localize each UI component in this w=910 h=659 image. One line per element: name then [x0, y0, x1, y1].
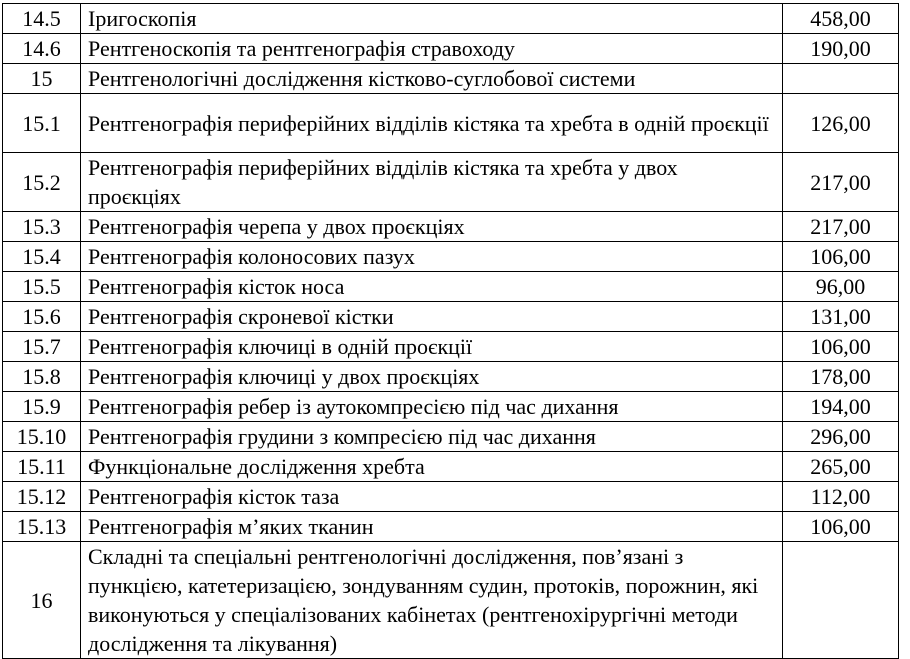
table-row — [3, 332, 899, 362]
item-number: 16 — [3, 542, 81, 659]
service-name: Рентгенографія периферійних відділів кістяка та хребта в одній проєкції — [81, 94, 783, 153]
table-row — [3, 242, 899, 272]
service-price: 217,00 — [783, 153, 899, 212]
table-row — [3, 64, 899, 94]
service-price: 458,00 — [783, 4, 899, 34]
service-price — [783, 542, 899, 659]
service-price: 106,00 — [783, 512, 899, 542]
service-name: Рентгенографія м’яких тканин — [81, 512, 783, 542]
service-price: 96,00 — [783, 272, 899, 302]
table-row — [3, 482, 899, 512]
table-row — [3, 272, 899, 302]
service-price: 296,00 — [783, 422, 899, 452]
service-price: 106,00 — [783, 332, 899, 362]
table-row — [3, 212, 899, 242]
service-price: 178,00 — [783, 362, 899, 392]
service-price: 112,00 — [783, 482, 899, 512]
table-row — [3, 392, 899, 422]
item-number: 15.8 — [3, 362, 81, 392]
service-name: Рентгенографія грудини з компресією під час дихання — [81, 422, 783, 452]
table-row — [3, 362, 899, 392]
service-price: 106,00 — [783, 242, 899, 272]
service-name: Рентгенографія черепа у двох проєкціях — [81, 212, 783, 242]
service-price — [783, 64, 899, 94]
table-row — [3, 452, 899, 482]
item-number: 15.3 — [3, 212, 81, 242]
item-number: 15.4 — [3, 242, 81, 272]
item-number: 14.5 — [3, 4, 81, 34]
table-row — [3, 542, 899, 659]
service-name: Рентгенологічні дослідження кістково-суглобової системи — [81, 64, 783, 94]
item-number: 15.5 — [3, 272, 81, 302]
table-row — [3, 94, 899, 153]
price-table — [2, 3, 899, 659]
service-price: 190,00 — [783, 34, 899, 64]
table-row — [3, 302, 899, 332]
service-name: Складні та спеціальні рентгенологічні дослідження, пов’язані з пункцією, катетеризацією, зондуванням судин, протоків, порожнин, які виконуються у спеціалізованих кабінетах (рентгенохірургічні методи дослідження та лікування) — [81, 542, 783, 659]
service-name: Рентгенографія периферійних відділів кістяка та хребта у двох проєкціях — [81, 153, 783, 212]
item-number: 15.6 — [3, 302, 81, 332]
service-name: Рентгенографія кісток носа — [81, 272, 783, 302]
service-price: 265,00 — [783, 452, 899, 482]
item-number: 14.6 — [3, 34, 81, 64]
service-name: Рентгенографія ключиці в одній проєкції — [81, 332, 783, 362]
service-name: Рентгенографія ключиці у двох проєкціях — [81, 362, 783, 392]
service-name: Рентгенографія кісток таза — [81, 482, 783, 512]
item-number: 15.12 — [3, 482, 81, 512]
table-row — [3, 512, 899, 542]
item-number: 15.7 — [3, 332, 81, 362]
service-price: 131,00 — [783, 302, 899, 332]
service-name: Іригоскопія — [81, 4, 783, 34]
item-number: 15.9 — [3, 392, 81, 422]
service-name: Рентгенографія ребер із аутокомпресією під час дихання — [81, 392, 783, 422]
table-row — [3, 34, 899, 64]
item-number: 15.10 — [3, 422, 81, 452]
service-price: 217,00 — [783, 212, 899, 242]
item-number: 15 — [3, 64, 81, 94]
item-number: 15.1 — [3, 94, 81, 153]
service-name: Функціональне дослідження хребта — [81, 452, 783, 482]
service-price: 194,00 — [783, 392, 899, 422]
table-row — [3, 4, 899, 34]
service-name: Рентгенографія скроневої кістки — [81, 302, 783, 332]
service-price: 126,00 — [783, 94, 899, 153]
table-row — [3, 422, 899, 452]
item-number: 15.13 — [3, 512, 81, 542]
service-name: Рентгеноскопія та рентгенографія стравоходу — [81, 34, 783, 64]
item-number: 15.11 — [3, 452, 81, 482]
table-row — [3, 153, 899, 212]
item-number: 15.2 — [3, 153, 81, 212]
service-name: Рентгенографія колоносових пазух — [81, 242, 783, 272]
